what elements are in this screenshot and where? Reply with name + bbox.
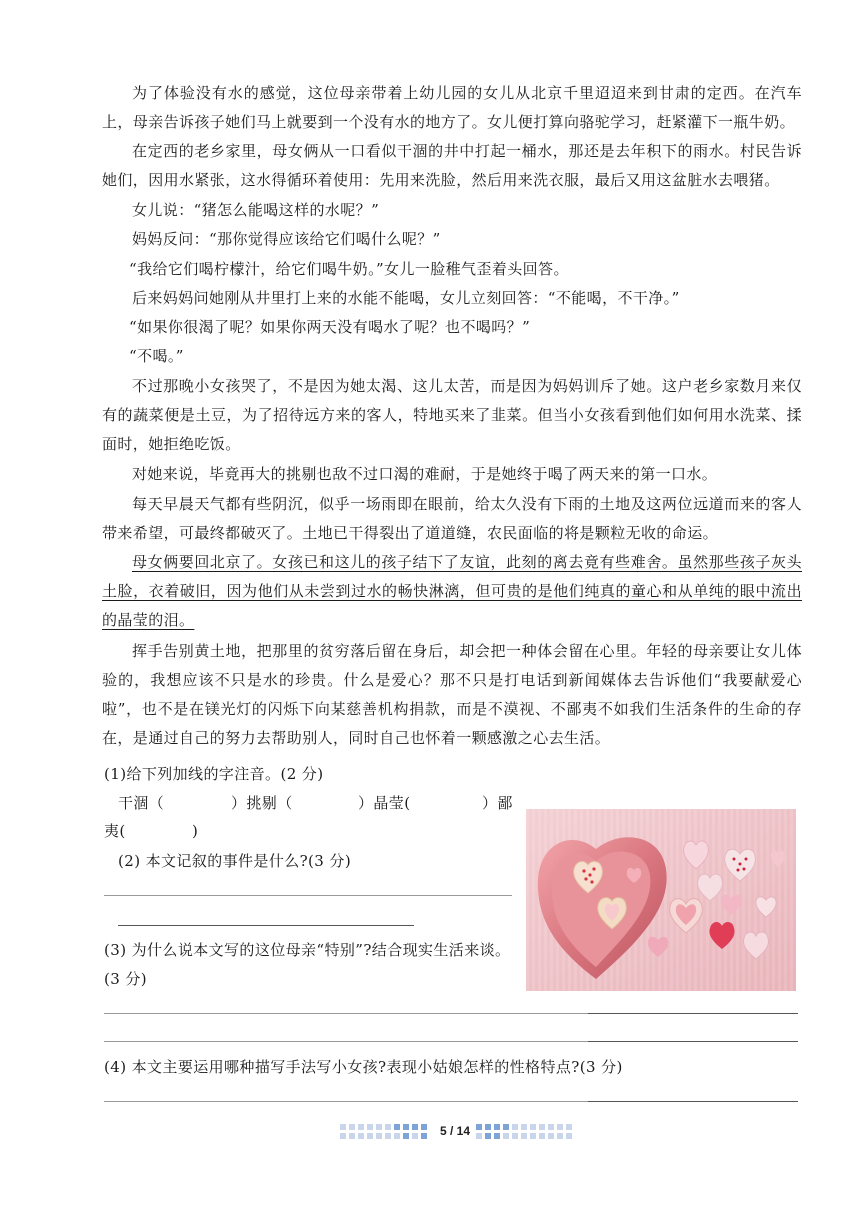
- q1-word-6: ): [192, 822, 199, 840]
- paragraph-7: “如果你很渴了呢？如果你两天没有喝水了呢？也不喝吗？”: [129, 318, 531, 336]
- q1-word-2: ）挑剔（: [231, 794, 293, 812]
- answer-line-q2-1[interactable]: [104, 895, 512, 896]
- q1-word-4: ）鄙: [482, 794, 513, 812]
- answer-line-q4b[interactable]: [588, 1101, 798, 1102]
- q1-word-3: ）晶莹(: [358, 794, 411, 812]
- paragraph-1: 为了体验没有水的感觉，这位母亲带着上幼儿园的女儿从北京千里迢迢来到甘肃的定西。在汽车上，母亲告诉孩子她们马上就要到一个没有水的地方了。女儿便打算向骆驼学习，赶紧灌下一瓶牛奶。: [102, 84, 802, 131]
- paragraph-10: 对她来说，毕竟再大的挑剔也敌不过口渴的难耐，于是她终于喝了两天来的第一口水。: [132, 465, 718, 483]
- answer-line-q3-1b[interactable]: [588, 1013, 798, 1014]
- answer-line-q3-2b[interactable]: [588, 1041, 798, 1042]
- paragraph-4: 妈妈反问：“那你觉得应该给它们喝什么呢？”: [132, 230, 441, 248]
- q1-word-5: 夷(: [104, 822, 126, 840]
- question-1: (1)给下列加线的字注音。(2 分): [104, 765, 324, 783]
- question-2: (2) 本文记叙的事件是什么?(3 分): [118, 852, 352, 870]
- answer-line-q3-2a[interactable]: [104, 1041, 588, 1042]
- paragraph-13: 挥手告别黄土地，把那里的贫穷落后留在身后，却会把一种体会留在心里。年轻的母亲要让女儿体验的，我想应该不只是水的珍贵。什么是爱心？那不只是打电话到新闻媒体去告诉他们“我要献爱心啦”，也不是在镁光灯的闪烁下向某慈善机构捐款，而是不漠视、不鄙夷不如我们生活条件的生命的存在，是通过自己的努力去帮助别人，同时自己也怀着一颗感激之心去生活。: [102, 642, 802, 747]
- paragraph-8: “不喝。”: [129, 347, 184, 365]
- answer-line-q2-2[interactable]: [118, 925, 414, 926]
- question-3: (3) 为什么说本文写的这位母亲“特别”?结合现实生活来谈。: [104, 941, 511, 959]
- page-number: 5 / 14: [439, 1124, 471, 1138]
- paragraph-5: “我给它们喝柠檬汁，给它们喝牛奶。”女儿一脸稚气歪着头回答。: [129, 260, 569, 278]
- answer-line-q3-1a[interactable]: [104, 1013, 588, 1014]
- heart-cookies-icon: [526, 809, 796, 991]
- paragraph-11: 每天早晨天气都有些阴沉，似乎一场雨即在眼前，给太久没有下雨的土地及这两位远道而来的客人带来希望，可最终都破灭了。土地已干得裂出了道道缝，农民面临的将是颗粒无收的命运。: [102, 495, 802, 542]
- paragraph-12-underlined: 母女俩要回北京了。女孩已和这儿的孩子结下了友谊，此刻的离去竟有些难舍。虽然那些孩子灰头土脸，衣着破旧，因为他们从未尝到过水的畅快淋漓，但可贵的是他们纯真的童心和从单纯的眼中流出的晶莹的泪。: [102, 553, 802, 629]
- question-4: (4) 本文主要运用哪种描写手法写小女孩?表现小姑娘怎样的性格特点?(3 分): [104, 1058, 623, 1076]
- paragraph-6: 后来妈妈问她刚从井里打上来的水能不能喝，女儿立刻回答：“不能喝，不干净。”: [132, 289, 680, 307]
- paragraph-9: 不过那晚小女孩哭了，不是因为她太渴、这儿太苦，而是因为妈妈训斥了她。这户老乡家数月来仅有的蔬菜便是土豆，为了招待远方来的客人，特地买来了韭菜。但当小女孩看到他们如何用水洗菜、揉面时，她拒绝吃饭。: [102, 377, 802, 453]
- q1-word-1: 干涸（: [118, 794, 165, 812]
- question-3-points: (3 分): [104, 970, 148, 988]
- paragraph-2: 在定西的老乡家里，母女俩从一口看似干涸的井中打起一桶水，那还是去年积下的雨水。村民告诉她们，因用水紧张，这水得循环着使用：先用来洗脸，然后用来洗衣服，最后又用这盆脏水去喂猪。: [102, 142, 802, 189]
- heart-cookies-image: [526, 809, 796, 991]
- answer-line-q4a[interactable]: [104, 1101, 588, 1102]
- paragraph-3: 女儿说：“猪怎么能喝这样的水呢？”: [132, 201, 380, 219]
